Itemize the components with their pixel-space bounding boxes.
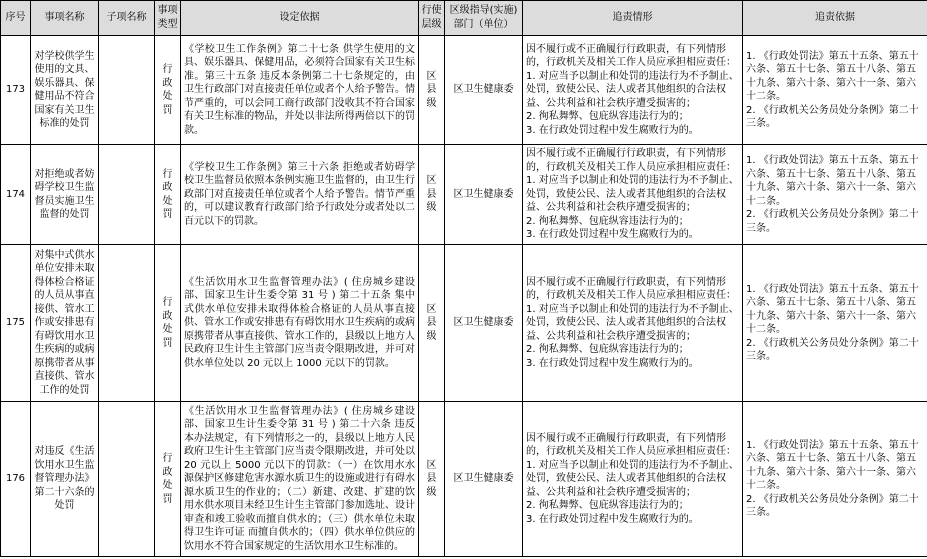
- row-dept: 区卫生健康委: [445, 36, 523, 145]
- header-name: 事项名称: [31, 1, 99, 36]
- row-type: 行政处罚: [155, 36, 181, 145]
- row-level: 区县级: [419, 245, 445, 402]
- row-accountability: 1. 《行政处罚法》第五十五条、第五十六条、第五十七条、第五十八条、第五十九条、第六十条、第六十一条、第六十二条。 2. 《行政机关公务员处分条例》第二十三条。: [743, 402, 927, 557]
- row-type: 行政处罚: [155, 145, 181, 245]
- row-sub: [99, 145, 155, 245]
- row-liability: 因不履行或不正确履行行政职责，有下列情形的，行政机关及相关工作人员应承担相应责任： 1. 对应当予以制止和处罚的违法行为不予制止、处罚，致使公民、法人或者其他组织的合法权益、公共利益和社会秩序遭受损害的； 2. 徇私舞弊、包庇纵容违法行为的； 3. 在行政处罚过程中发生腐败行为的。: [523, 245, 743, 402]
- header-dept: 区级指导(实施)部门（单位）: [445, 1, 523, 36]
- header-level: 行使层级: [419, 1, 445, 36]
- header-no: 序号: [1, 1, 31, 36]
- table-row: [1, 245, 927, 402]
- row-dept: 区卫生健康委: [445, 402, 523, 557]
- row-basis: 《学校卫生工作条例》第三十六条 拒绝或者妨碍学校卫生监督员依照本条例实施卫生监督的，由卫生行政部门对直接责任单位或者个人给予警告。情节严重的，可以建议教育行政部门给予行政处分或者处以二百元以下的罚款。: [181, 145, 419, 245]
- row-no: 176: [1, 402, 31, 557]
- row-no: 173: [1, 36, 31, 145]
- header-type: 事项类型: [155, 1, 181, 36]
- row-level: 区县级: [419, 36, 445, 145]
- row-basis: 《生活饮用水卫生监督管理办法》( 住房城乡建设部、国家卫生计生委令第 31 号 ) 第二十六条 违反本办法规定，有下列情形之一的，县级以上地方人民政府卫生计生主管部门应当责令限期改进，并可处以 20 元以上 5000 元以下的罚款：（一）在饮用水水源保护区修建危害水源水质卫生的设施或进行有碍水源水质卫生的作业的；（二）新建、改建、扩建的饮用水供水项目未经卫生计生主管部门参加选址、设计审查和竣工验收而擅自供水的；（三）供水单位未取得卫生许可证 而擅自供水的；（四）供水单位供应的饮用水不符合国家规定的生活饮用水卫生标准的。: [181, 402, 419, 557]
- row-sub: [99, 402, 155, 557]
- header-liability: 追责情形: [523, 1, 743, 36]
- table-row: [1, 36, 927, 145]
- row-accountability: 1. 《行政处罚法》第五十五条、第五十六条、第五十七条、第五十八条、第五十九条、第六十条、第六十一条、第六十二条。 2. 《行政机关公务员处分条例》第二十三条。: [743, 145, 927, 245]
- row-dept: 区卫生健康委: [445, 145, 523, 245]
- row-name: 对集中式供水单位安排未取得体检合格证的人员从事直接供、管水工作或安排患有有碍饮用水卫生疾病的或病原携带者从事直接供、管水工作的处罚: [31, 245, 99, 402]
- row-level: 区县级: [419, 145, 445, 245]
- row-type: 行政处罚: [155, 245, 181, 402]
- row-sub: [99, 245, 155, 402]
- row-level: 区县级: [419, 402, 445, 557]
- header-sub: 子项名称: [99, 1, 155, 36]
- row-liability: 因不履行或不正确履行行政职责，有下列情形的，行政机关及相关工作人员应承担相应责任： 1. 对应当予以制止和处罚的违法行为不予制止、处罚，致使公民、法人或者其他组织的合法权益、公共利益和社会秩序遭受损害的； 2. 徇私舞弊、包庇纵容违法行为的； 3. 在行政处罚过程中发生腐败行为的。: [523, 36, 743, 145]
- row-liability: 因不履行或不正确履行行政职责，有下列情形的，行政机关及相关工作人员应承担相应责任： 1. 对应当予以制止和处罚的违法行为不予制止、处罚，致使公民、法人或者其他组织的合法权益、公共利益和社会秩序遭受损害的； 2. 徇私舞弊、包庇纵容违法行为的； 3. 在行政处罚过程中发生腐败行为的。: [523, 402, 743, 557]
- header-row: [1, 1, 927, 36]
- row-basis: 《学校卫生工作条例》第二十七条 供学生使用的文具、娱乐器具、保健用品，必须符合国家有关卫生标准。第三十五条 违反本条例第二十七条规定的，由卫生行政部门对直接责任单位或者个人给予警告。情节严重的，可以会同工商行政部门没收其不符合国家有关卫生标准的物品，并处以非法所得两倍以下的罚款。: [181, 36, 419, 145]
- row-basis: 《生活饮用水卫生监督管理办法》( 住房城乡建设部、国家卫生计生委令第 31 号 ) 第二十五条 集中式供水单位安排未取得体检合格证的人员从事直接供、管水工作或安排患有有碍饮用水卫生疾病的或病原携带者从事直接供、管水工作的，县级以上地方人民政府卫生计生主管部门应当责令限期改进，并可对供水单位处以 20 元以上 1000 元以下的罚款。: [181, 245, 419, 402]
- row-dept: 区卫生健康委: [445, 245, 523, 402]
- row-type: 行政处罚: [155, 402, 181, 557]
- row-accountability: 1. 《行政处罚法》第五十五条、第五十六条、第五十七条、第五十八条、第五十九条、第六十条、第六十一条、第六十二条。 2. 《行政机关公务员处分条例》第二十三条。: [743, 245, 927, 402]
- row-accountability: 1. 《行政处罚法》第五十五条、第五十六条、第五十七条、第五十八条、第五十九条、第六十条、第六十一条、第六十二条。 2. 《行政机关公务员处分条例》第二十三条。: [743, 36, 927, 145]
- header-basis: 设定依据: [181, 1, 419, 36]
- header-accountability: 追责依据: [743, 1, 927, 36]
- table-row: [1, 402, 927, 557]
- row-liability: 因不履行或不正确履行行政职责，有下列情形的，行政机关及相关工作人员应承担相应责任： 1. 对应当予以制止和处罚的违法行为不予制止、处罚，致使公民、法人或者其他组织的合法权益、公共利益和社会秩序遭受损害的； 2. 徇私舞弊、包庇纵容违法行为的； 3. 在行政处罚过程中发生腐败行为的。: [523, 145, 743, 245]
- table-row: [1, 145, 927, 245]
- row-sub: [99, 36, 155, 145]
- row-name: 对学校供学生使用的文具、娱乐器具、保健用品不符合国家有关卫生标准的处罚: [31, 36, 99, 145]
- row-name: 对违反《生活饮用水卫生监督管理办法》第二十六条的处罚: [31, 402, 99, 557]
- row-no: 174: [1, 145, 31, 245]
- row-no: 175: [1, 245, 31, 402]
- row-name: 对拒绝或者妨碍学校卫生监督员实施卫生监督的处罚: [31, 145, 99, 245]
